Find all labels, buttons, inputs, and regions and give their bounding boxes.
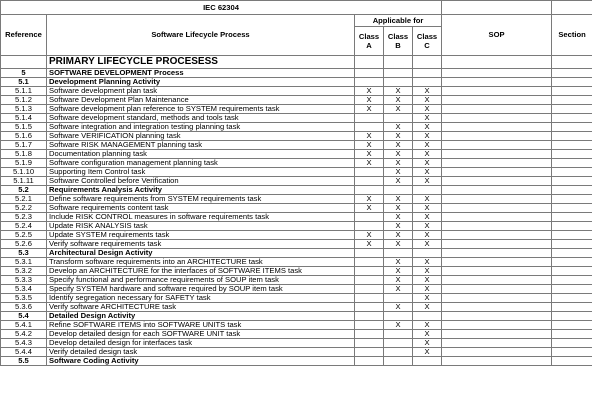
class-b-cell[interactable]: X <box>384 267 413 276</box>
process-cell[interactable]: Software Controlled before Verification <box>47 177 355 186</box>
section-cell[interactable] <box>552 267 592 276</box>
class-a-cell[interactable]: X <box>355 240 384 249</box>
class-c-cell[interactable] <box>413 186 442 195</box>
section-cell[interactable] <box>552 330 592 339</box>
process-cell[interactable]: Identify segregation necessary for SAFETY task <box>47 294 355 303</box>
class-a-cell[interactable] <box>355 258 384 267</box>
sop-cell[interactable] <box>442 240 552 249</box>
section-cell[interactable] <box>552 105 592 114</box>
class-c-cell[interactable]: X <box>413 240 442 249</box>
class-c-cell[interactable]: X <box>413 267 442 276</box>
section-cell[interactable] <box>552 96 592 105</box>
class-a-cell[interactable] <box>355 330 384 339</box>
process-cell[interactable]: Develop detailed design for interfaces task <box>47 339 355 348</box>
class-b-cell[interactable] <box>384 312 413 321</box>
reference-cell[interactable]: 5.3.6 <box>1 303 47 312</box>
primary-row <box>1 56 592 69</box>
process-cell[interactable]: Software RISK MANAGEMENT planning task <box>47 141 355 150</box>
section-cell[interactable] <box>552 258 592 267</box>
reference-cell[interactable]: 5.1.3 <box>1 105 47 114</box>
class-b-cell[interactable]: X <box>384 177 413 186</box>
table-row <box>1 258 592 267</box>
table-title[interactable]: IEC 62304 <box>1 1 442 15</box>
reference-cell[interactable]: 5.1.7 <box>1 141 47 150</box>
class-a-cell[interactable]: X <box>355 150 384 159</box>
primary-class-a-cell[interactable] <box>355 56 384 69</box>
class-b-cell[interactable]: X <box>384 123 413 132</box>
reference-cell[interactable]: 5.3.3 <box>1 276 47 285</box>
table-row <box>1 132 592 141</box>
section-cell[interactable] <box>552 213 592 222</box>
reference-cell[interactable]: 5.2.5 <box>1 231 47 240</box>
reference-cell[interactable]: 5.1.10 <box>1 168 47 177</box>
table-row <box>1 348 592 357</box>
reference-cell[interactable]: 5.2.6 <box>1 240 47 249</box>
class-c-cell[interactable]: X <box>413 150 442 159</box>
sop-cell[interactable] <box>442 186 552 195</box>
class-c-cell[interactable]: X <box>413 294 442 303</box>
sop-cell[interactable] <box>442 267 552 276</box>
sop-cell[interactable] <box>442 330 552 339</box>
reference-cell[interactable]: 5.1.4 <box>1 114 47 123</box>
class-b-cell[interactable]: X <box>384 231 413 240</box>
process-cell[interactable]: SOFTWARE DEVELOPMENT Process <box>47 69 355 78</box>
class-c-cell[interactable]: X <box>413 87 442 96</box>
title-section-cell[interactable] <box>552 1 592 15</box>
sop-cell[interactable] <box>442 303 552 312</box>
table-row <box>1 249 592 258</box>
reference-cell[interactable]: 5.2 <box>1 186 47 195</box>
class-c-cell[interactable] <box>413 69 442 78</box>
process-cell[interactable]: Requirements Analysis Activity <box>47 186 355 195</box>
sop-cell[interactable] <box>442 276 552 285</box>
class-b-cell[interactable]: X <box>384 204 413 213</box>
table-row <box>1 312 592 321</box>
class-c-cell[interactable]: X <box>413 258 442 267</box>
title-row <box>1 1 592 15</box>
reference-cell[interactable]: 5.5 <box>1 357 47 366</box>
sop-cell[interactable] <box>442 123 552 132</box>
table-row <box>1 276 592 285</box>
table-row <box>1 330 592 339</box>
section-cell[interactable] <box>552 168 592 177</box>
table-row <box>1 339 592 348</box>
process-cell[interactable]: Software Coding Activity <box>47 357 355 366</box>
process-cell[interactable]: Verify software requirements task <box>47 240 355 249</box>
section-cell[interactable] <box>552 69 592 78</box>
sop-cell[interactable] <box>442 339 552 348</box>
sop-cell[interactable] <box>442 96 552 105</box>
table-row <box>1 168 592 177</box>
primary-section-cell[interactable] <box>552 56 592 69</box>
section-cell[interactable] <box>552 132 592 141</box>
class-b-cell[interactable]: X <box>384 96 413 105</box>
primary-title[interactable]: PRIMARY LIFECYCLE PROCESESS <box>47 56 355 69</box>
section-cell[interactable] <box>552 159 592 168</box>
sop-cell[interactable] <box>442 132 552 141</box>
reference-cell[interactable]: 5.3.4 <box>1 285 47 294</box>
reference-cell[interactable]: 5.1.11 <box>1 177 47 186</box>
reference-header[interactable]: Reference <box>1 15 47 56</box>
sop-cell[interactable] <box>442 105 552 114</box>
class-a-cell[interactable]: X <box>355 105 384 114</box>
process-cell[interactable]: Update RISK ANALYSIS task <box>47 222 355 231</box>
class-c-cell[interactable]: X <box>413 303 442 312</box>
process-cell[interactable]: Verify software ARCHITECTURE task <box>47 303 355 312</box>
table-row <box>1 213 592 222</box>
process-header[interactable]: Software Lifecycle Process <box>47 15 355 56</box>
class-a-cell[interactable]: X <box>355 132 384 141</box>
class-b-header[interactable] <box>384 27 413 56</box>
reference-cell[interactable]: 5.4.2 <box>1 330 47 339</box>
section-cell[interactable] <box>552 231 592 240</box>
table-row <box>1 204 592 213</box>
sop-cell[interactable] <box>442 231 552 240</box>
class-c-cell[interactable]: X <box>413 222 442 231</box>
class-a-cell[interactable] <box>355 249 384 258</box>
process-cell[interactable]: Software Development Plan Maintenance <box>47 96 355 105</box>
class-a-cell[interactable] <box>355 267 384 276</box>
table-row <box>1 231 592 240</box>
section-cell[interactable] <box>552 312 592 321</box>
class-a-cell[interactable] <box>355 177 384 186</box>
class-a-cell[interactable] <box>355 168 384 177</box>
reference-cell[interactable]: 5 <box>1 69 47 78</box>
class-c-cell[interactable] <box>413 78 442 87</box>
class-c-cell[interactable] <box>413 312 442 321</box>
section-cell[interactable] <box>552 141 592 150</box>
reference-cell[interactable]: 5.1.5 <box>1 123 47 132</box>
sop-cell[interactable] <box>442 249 552 258</box>
table-row <box>1 195 592 204</box>
class-c-cell[interactable] <box>413 249 442 258</box>
process-cell[interactable]: Software development plan task <box>47 87 355 96</box>
class-b-cell[interactable] <box>384 186 413 195</box>
process-cell[interactable]: Development Planning Activity <box>47 78 355 87</box>
reference-cell[interactable]: 5.3.1 <box>1 258 47 267</box>
reference-cell[interactable]: 5.3.2 <box>1 267 47 276</box>
table-row <box>1 141 592 150</box>
class-a-cell[interactable]: X <box>355 159 384 168</box>
process-cell[interactable]: Develop detailed design for each SOFTWARE UNIT task <box>47 330 355 339</box>
class-a-header[interactable] <box>355 27 384 56</box>
sop-cell[interactable] <box>442 69 552 78</box>
section-cell[interactable] <box>552 339 592 348</box>
sop-cell[interactable] <box>442 222 552 231</box>
section-cell[interactable] <box>552 195 592 204</box>
process-cell[interactable]: Software configuration management planning task <box>47 159 355 168</box>
class-a-cell[interactable] <box>355 294 384 303</box>
process-cell[interactable]: Refine SOFTWARE ITEMS into SOFTWARE UNITS task <box>47 321 355 330</box>
table-row <box>1 69 592 78</box>
section-cell[interactable] <box>552 204 592 213</box>
sop-cell[interactable] <box>442 357 552 366</box>
class-a-cell[interactable] <box>355 312 384 321</box>
section-cell[interactable] <box>552 114 592 123</box>
process-cell[interactable]: Develop an ARCHITECTURE for the interfaces of SOFTWARE ITEMS task <box>47 267 355 276</box>
class-c-cell[interactable]: X <box>413 276 442 285</box>
section-cell[interactable] <box>552 150 592 159</box>
table-row <box>1 159 592 168</box>
table-row <box>1 222 592 231</box>
class-b-cell[interactable]: X <box>384 87 413 96</box>
class-b-cell[interactable] <box>384 294 413 303</box>
class-c-cell[interactable]: X <box>413 96 442 105</box>
primary-ref-cell[interactable] <box>1 56 47 69</box>
class-a-cell[interactable]: X <box>355 204 384 213</box>
class-b-cell[interactable]: X <box>384 285 413 294</box>
class-c-label: Class <box>416 32 438 41</box>
class-c-header[interactable] <box>413 27 442 56</box>
class-c-cell[interactable]: X <box>413 339 442 348</box>
section-cell[interactable] <box>552 294 592 303</box>
class-b-cell[interactable] <box>384 78 413 87</box>
table-row <box>1 96 592 105</box>
table-row <box>1 321 592 330</box>
reference-cell[interactable]: 5.4.4 <box>1 348 47 357</box>
section-cell[interactable] <box>552 357 592 366</box>
sop-cell[interactable] <box>442 348 552 357</box>
table-row <box>1 114 592 123</box>
section-cell[interactable] <box>552 348 592 357</box>
class-a-cell[interactable] <box>355 69 384 78</box>
class-b-cell[interactable] <box>384 357 413 366</box>
process-cell[interactable]: Documentation planning task <box>47 150 355 159</box>
sop-cell[interactable] <box>442 168 552 177</box>
sop-cell[interactable] <box>442 141 552 150</box>
class-c-letter: C <box>424 41 430 50</box>
sop-cell[interactable] <box>442 213 552 222</box>
class-b-cell[interactable]: X <box>384 213 413 222</box>
class-c-cell[interactable]: X <box>413 213 442 222</box>
class-c-cell[interactable]: X <box>413 177 442 186</box>
reference-cell[interactable]: 5.1.2 <box>1 96 47 105</box>
applicable-row <box>1 15 592 27</box>
class-b-cell[interactable]: X <box>384 132 413 141</box>
primary-sop-cell[interactable] <box>442 56 552 69</box>
section-cell[interactable] <box>552 87 592 96</box>
table-row <box>1 357 592 366</box>
process-cell[interactable]: Specify SYSTEM hardware and software required by SOUP item task <box>47 285 355 294</box>
class-a-cell[interactable] <box>355 276 384 285</box>
table-row <box>1 186 592 195</box>
class-a-cell[interactable] <box>355 78 384 87</box>
table-row <box>1 87 592 96</box>
sop-cell[interactable] <box>442 312 552 321</box>
class-a-cell[interactable] <box>355 186 384 195</box>
class-c-cell[interactable]: X <box>413 204 442 213</box>
sop-cell[interactable] <box>442 87 552 96</box>
class-c-cell[interactable]: X <box>413 231 442 240</box>
primary-class-c-cell[interactable] <box>413 56 442 69</box>
sop-cell[interactable] <box>442 114 552 123</box>
class-b-cell[interactable]: X <box>384 321 413 330</box>
reference-cell[interactable]: 5.3.5 <box>1 294 47 303</box>
class-a-letter: A <box>366 41 372 50</box>
class-a-cell[interactable] <box>355 114 384 123</box>
section-cell[interactable] <box>552 249 592 258</box>
title-sop-cell[interactable] <box>442 1 552 15</box>
sop-cell[interactable] <box>442 159 552 168</box>
class-b-cell[interactable]: X <box>384 240 413 249</box>
sop-cell[interactable] <box>442 321 552 330</box>
class-c-cell[interactable]: X <box>413 330 442 339</box>
class-b-cell[interactable] <box>384 339 413 348</box>
class-c-cell[interactable] <box>413 357 442 366</box>
class-b-cell[interactable]: X <box>384 222 413 231</box>
class-b-label: Class <box>387 32 409 41</box>
class-a-cell[interactable] <box>355 285 384 294</box>
class-c-cell[interactable]: X <box>413 348 442 357</box>
reference-cell[interactable]: 5.2.1 <box>1 195 47 204</box>
class-c-cell[interactable]: X <box>413 285 442 294</box>
class-b-cell[interactable]: X <box>384 141 413 150</box>
table-row <box>1 150 592 159</box>
class-a-cell[interactable] <box>355 348 384 357</box>
reference-cell[interactable]: 5.4 <box>1 312 47 321</box>
process-cell[interactable]: Software development plan reference to SYSTEM requirements task <box>47 105 355 114</box>
process-cell[interactable]: Verify detailed design task <box>47 348 355 357</box>
section-cell[interactable] <box>552 186 592 195</box>
class-b-cell[interactable] <box>384 69 413 78</box>
class-a-cell[interactable] <box>355 303 384 312</box>
reference-cell[interactable]: 5.2.4 <box>1 222 47 231</box>
section-cell[interactable] <box>552 276 592 285</box>
sop-cell[interactable] <box>442 294 552 303</box>
class-b-letter: B <box>395 41 401 50</box>
table-row <box>1 303 592 312</box>
process-cell[interactable]: Transform software requirements into an ARCHITECTURE task <box>47 258 355 267</box>
class-b-cell[interactable]: X <box>384 276 413 285</box>
class-b-cell[interactable]: X <box>384 150 413 159</box>
class-a-cell[interactable]: X <box>355 141 384 150</box>
process-cell[interactable]: Supporting Item Control task <box>47 168 355 177</box>
sop-cell[interactable] <box>442 78 552 87</box>
class-c-cell[interactable]: X <box>413 123 442 132</box>
class-c-cell[interactable]: X <box>413 132 442 141</box>
class-a-cell[interactable]: X <box>355 231 384 240</box>
class-b-cell[interactable]: X <box>384 258 413 267</box>
process-cell[interactable]: Software development standard, methods and tools task <box>47 114 355 123</box>
class-a-label: Class <box>358 32 380 41</box>
sop-cell[interactable] <box>442 150 552 159</box>
table-row <box>1 267 592 276</box>
class-a-cell[interactable]: X <box>355 87 384 96</box>
reference-cell[interactable]: 5.2.2 <box>1 204 47 213</box>
reference-cell[interactable]: 5.3 <box>1 249 47 258</box>
process-cell[interactable]: Detailed Design Activity <box>47 312 355 321</box>
process-cell[interactable]: Define software requirements from SYSTEM requirements task <box>47 195 355 204</box>
sop-cell[interactable] <box>442 285 552 294</box>
reference-cell[interactable]: 5.1.1 <box>1 87 47 96</box>
reference-cell[interactable]: 5.1 <box>1 78 47 87</box>
class-a-cell[interactable]: X <box>355 96 384 105</box>
table-row <box>1 285 592 294</box>
sop-cell[interactable] <box>442 258 552 267</box>
class-a-cell[interactable] <box>355 339 384 348</box>
class-a-cell[interactable]: X <box>355 195 384 204</box>
class-c-cell[interactable]: X <box>413 168 442 177</box>
sop-cell[interactable] <box>442 177 552 186</box>
class-c-cell[interactable]: X <box>413 321 442 330</box>
table-row <box>1 123 592 132</box>
reference-cell[interactable]: 5.4.1 <box>1 321 47 330</box>
section-cell[interactable] <box>552 123 592 132</box>
class-b-cell[interactable]: X <box>384 159 413 168</box>
reference-cell[interactable]: 5.2.3 <box>1 213 47 222</box>
class-a-cell[interactable] <box>355 321 384 330</box>
section-cell[interactable] <box>552 78 592 87</box>
process-cell[interactable]: Software requirements content task <box>47 204 355 213</box>
class-b-cell[interactable]: X <box>384 168 413 177</box>
sop-header[interactable]: SOP <box>442 15 552 56</box>
reference-cell[interactable]: 5.1.9 <box>1 159 47 168</box>
section-cell[interactable] <box>552 303 592 312</box>
class-c-cell[interactable]: X <box>413 114 442 123</box>
class-c-cell[interactable]: X <box>413 141 442 150</box>
class-a-cell[interactable] <box>355 213 384 222</box>
sop-cell[interactable] <box>442 204 552 213</box>
table-row <box>1 177 592 186</box>
section-cell[interactable] <box>552 321 592 330</box>
section-cell[interactable] <box>552 285 592 294</box>
class-c-cell[interactable]: X <box>413 159 442 168</box>
primary-class-b-cell[interactable] <box>384 56 413 69</box>
process-cell[interactable]: Specify functional and performance requirements of SOUP item task <box>47 276 355 285</box>
table-row <box>1 105 592 114</box>
section-header[interactable]: Section <box>552 15 592 56</box>
reference-cell[interactable]: 5.4.3 <box>1 339 47 348</box>
process-cell[interactable]: Software VERIFICATION planning task <box>47 132 355 141</box>
sop-cell[interactable] <box>442 195 552 204</box>
class-a-cell[interactable] <box>355 123 384 132</box>
class-b-cell[interactable]: X <box>384 303 413 312</box>
table-row <box>1 240 592 249</box>
section-cell[interactable] <box>552 222 592 231</box>
class-a-cell[interactable] <box>355 222 384 231</box>
class-b-cell[interactable] <box>384 249 413 258</box>
class-b-cell[interactable] <box>384 114 413 123</box>
class-c-cell[interactable]: X <box>413 105 442 114</box>
table-row <box>1 78 592 87</box>
class-c-cell[interactable]: X <box>413 195 442 204</box>
reference-cell[interactable]: 5.1.6 <box>1 132 47 141</box>
table-row <box>1 294 592 303</box>
applicable-for-header[interactable]: Applicable for <box>355 15 442 27</box>
class-a-cell[interactable] <box>355 357 384 366</box>
process-cell[interactable]: Software integration and integration testing planning task <box>47 123 355 132</box>
class-b-cell[interactable] <box>384 348 413 357</box>
process-cell[interactable]: Include RISK CONTROL measures in software requirements task <box>47 213 355 222</box>
reference-cell[interactable]: 5.1.8 <box>1 150 47 159</box>
class-b-cell[interactable]: X <box>384 105 413 114</box>
section-cell[interactable] <box>552 177 592 186</box>
section-cell[interactable] <box>552 240 592 249</box>
class-b-cell[interactable] <box>384 330 413 339</box>
process-cell[interactable]: Update SYSTEM requirements task <box>47 231 355 240</box>
class-b-cell[interactable]: X <box>384 195 413 204</box>
process-cell[interactable]: Architectural Design Activity <box>47 249 355 258</box>
